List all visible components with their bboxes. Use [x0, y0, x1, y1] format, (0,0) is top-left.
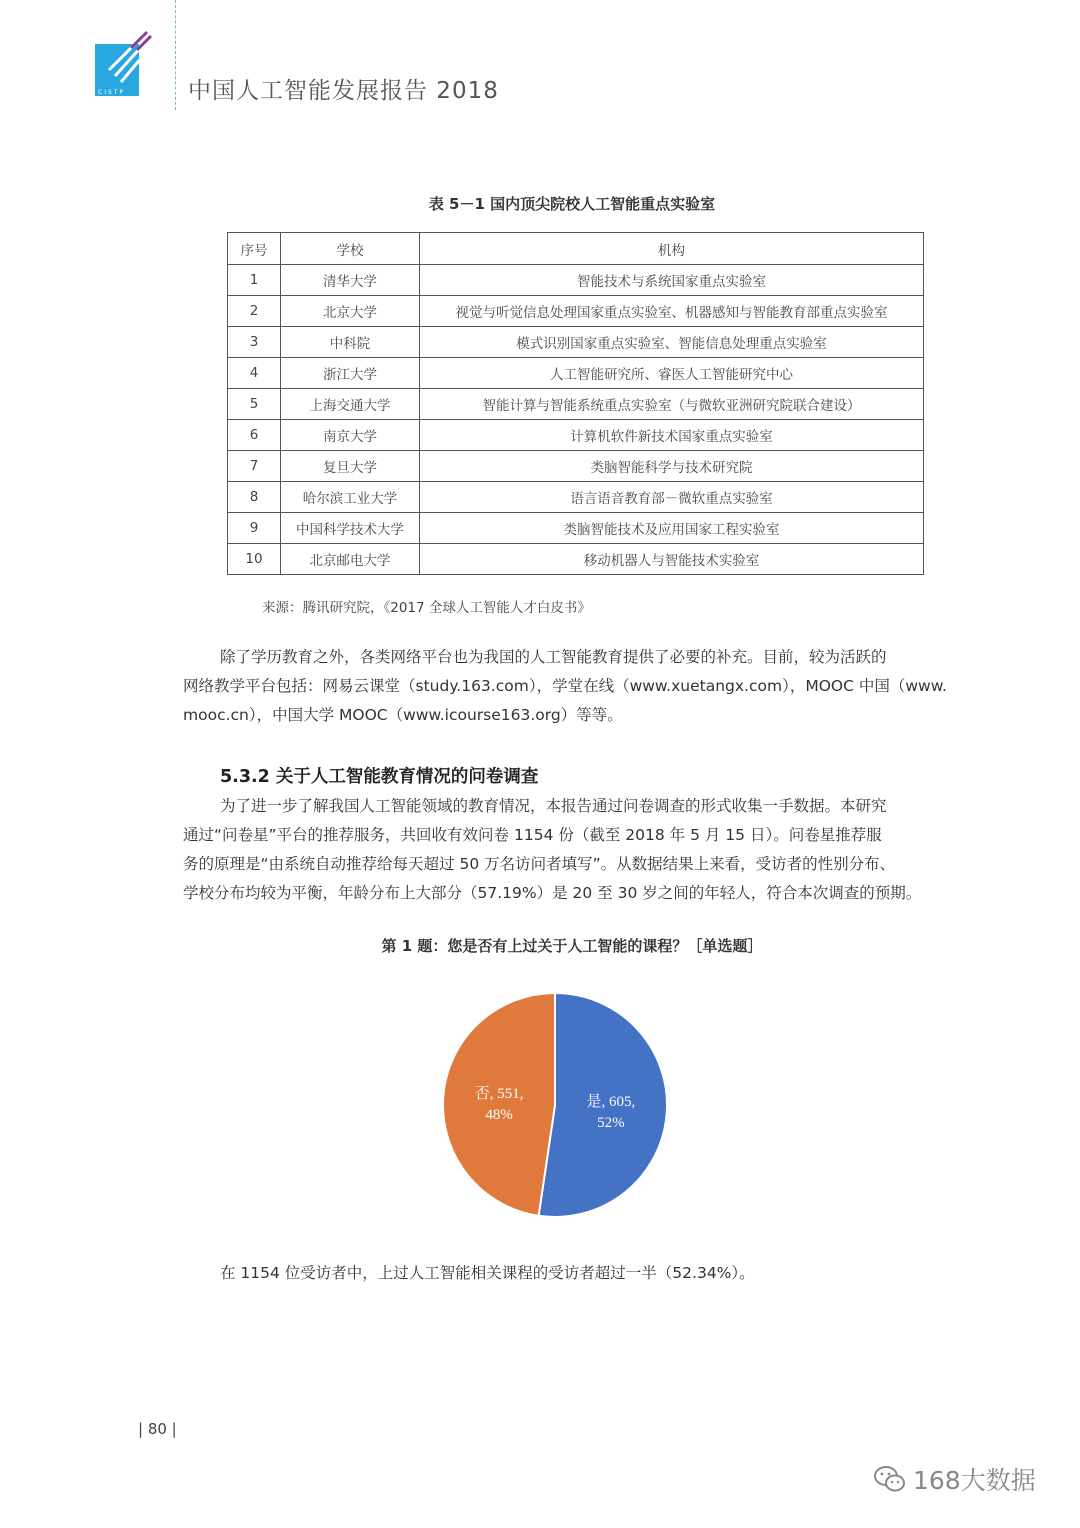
cell-index: 2: [228, 296, 281, 327]
cell-index: 3: [228, 327, 281, 358]
cell-institution: 模式识别国家重点实验室、智能信息处理重点实验室: [420, 327, 924, 358]
cell-institution: 语言语音教育部－微软重点实验室: [420, 482, 924, 513]
pie-chart: [430, 980, 680, 1230]
watermark: [873, 1461, 1036, 1497]
header-school: 学校: [281, 233, 420, 265]
report-title: 中国人工智能发展报告 2018: [188, 78, 499, 104]
pie-slice-1: [443, 993, 555, 1216]
paragraph-summary: [183, 1259, 973, 1288]
cell-institution: 类脑智能科学与技术研究院: [420, 451, 924, 482]
table-source: 来源：腾讯研究院，《2017 全球人工智能人才白皮书》: [262, 600, 591, 616]
cell-school: 上海交通大学: [281, 389, 420, 420]
svg-text:CISTP: CISTP: [98, 89, 126, 96]
paragraph-line: 务的原理是“由系统自动推荐给每天超过 50 万名访问者填写”。从数据结果上来看，受访者的性别分布、: [183, 855, 896, 873]
labs-table: [227, 232, 924, 575]
table-row: [228, 296, 924, 327]
paragraph-line: 学校分布均较为平衡，年龄分布上大部分（57.19%）是 20 至 30 岁之间的年轻人，符合本次调查的预期。: [183, 884, 922, 902]
table-row: [228, 420, 924, 451]
table-row: [228, 451, 924, 482]
cell-index: 8: [228, 482, 281, 513]
header-institution: 机构: [420, 233, 924, 265]
cell-school: 复旦大学: [281, 451, 420, 482]
pie-label-0-1: 52%: [597, 1115, 625, 1132]
page-number: | 80 |: [138, 1420, 177, 1438]
cell-institution: 计算机软件新技术国家重点实验室: [420, 420, 924, 451]
summary-text: 在 1154 位受访者中，上过人工智能相关课程的受访者超过一半（52.34%）。: [220, 1264, 755, 1282]
table-row: [228, 544, 924, 575]
table-row: [228, 389, 924, 420]
paragraph-line: 除了学历教育之外，各类网络平台也为我国的人工智能教育提供了必要的补充。目前，较为活跃的: [220, 648, 887, 666]
paragraph-line: 网络教学平台包括：网易云课堂（study.163.com），学堂在线（www.xuetangx.com），MOOC 中国（www.: [183, 677, 947, 695]
cell-school: 南京大学: [281, 420, 420, 451]
header-index: 序号: [228, 233, 281, 265]
pie-label-0-0: 是, 605,: [586, 1094, 636, 1111]
cell-school: 中国科学技术大学: [281, 513, 420, 544]
table-row: [228, 265, 924, 296]
cell-index: 5: [228, 389, 281, 420]
cell-school: 浙江大学: [281, 358, 420, 389]
cell-school: 中科院: [281, 327, 420, 358]
cell-school: 哈尔滨工业大学: [281, 482, 420, 513]
table-row: [228, 482, 924, 513]
cell-index: 1: [228, 265, 281, 296]
cell-school: 清华大学: [281, 265, 420, 296]
cell-institution: 人工智能研究所、睿医人工智能研究中心: [420, 358, 924, 389]
watermark-text: 168大数据: [913, 1466, 1036, 1495]
cell-school: 北京邮电大学: [281, 544, 420, 575]
table-row: [228, 327, 924, 358]
pie-label-1-1: 48%: [485, 1106, 513, 1123]
cell-institution: 智能计算与智能系统重点实验室（与微软亚洲研究院联合建设）: [420, 389, 924, 420]
cell-index: 7: [228, 451, 281, 482]
cistp-logo: [95, 30, 153, 98]
section-heading: 5.3.2 关于人工智能教育情况的问卷调查: [220, 767, 539, 787]
paragraph-online-platforms: [183, 643, 973, 730]
paragraph-line: mooc.cn），中国大学 MOOC（www.icourse163.org）等等。: [183, 706, 623, 724]
table-row: [228, 513, 924, 544]
paragraph-line: 通过“问卷星”平台的推荐服务，共回收有效问卷 1154 份（截至 2018 年 5 月 15 日）。问卷星推荐服: [183, 826, 882, 844]
header-divider: [175, 0, 176, 110]
cell-institution: 视觉与听觉信息处理国家重点实验室、机器感知与智能教育部重点实验室: [420, 296, 924, 327]
cell-index: 4: [228, 358, 281, 389]
chart-title: 第 1 题：您是否有上过关于人工智能的课程？［单选题］: [381, 937, 763, 955]
table-header-row: [228, 233, 924, 265]
paragraph-survey: [183, 792, 973, 908]
cell-index: 9: [228, 513, 281, 544]
cell-school: 北京大学: [281, 296, 420, 327]
pie-label-1-0: 否, 551,: [474, 1085, 524, 1102]
cell-institution: 移动机器人与智能技术实验室: [420, 544, 924, 575]
cell-institution: 智能技术与系统国家重点实验室: [420, 265, 924, 296]
paragraph-line: 为了进一步了解我国人工智能领域的教育情况，本报告通过问卷调查的形式收集一手数据。本研究: [220, 797, 887, 815]
table-row: [228, 358, 924, 389]
table-caption: 表 5－1 国内顶尖院校人工智能重点实验室: [428, 195, 716, 213]
wechat-icon: [873, 1464, 907, 1494]
cell-institution: 类脑智能技术及应用国家工程实验室: [420, 513, 924, 544]
cell-index: 10: [228, 544, 281, 575]
cell-index: 6: [228, 420, 281, 451]
